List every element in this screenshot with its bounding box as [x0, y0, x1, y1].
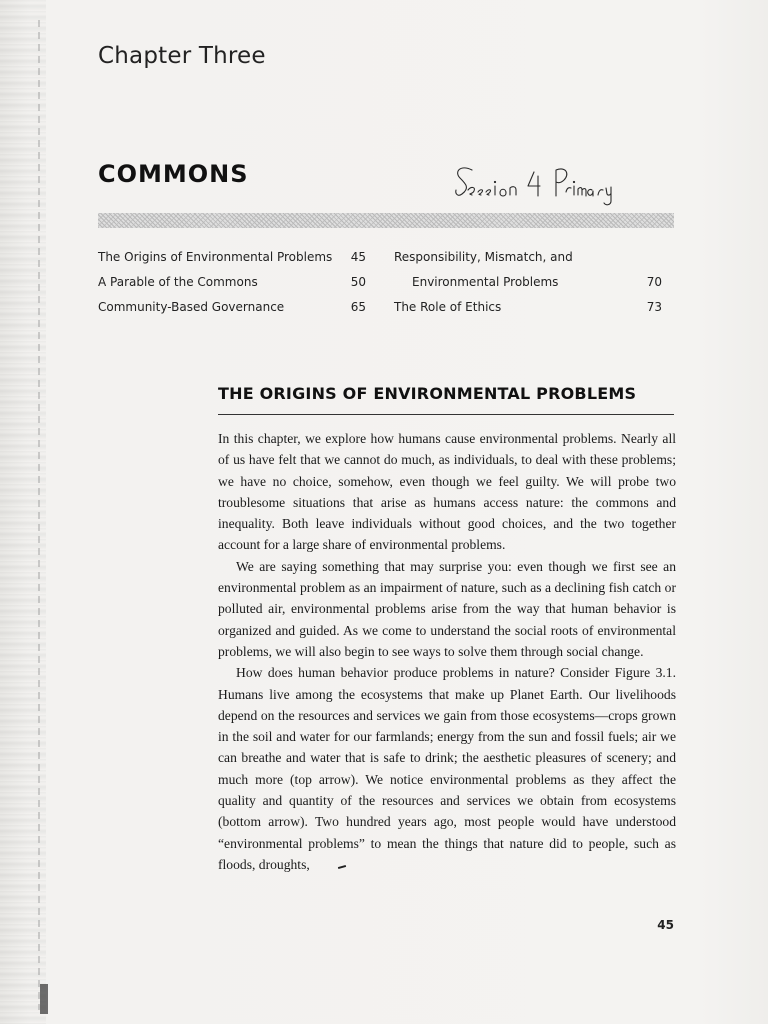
scan-binding-line: [38, 20, 40, 1010]
paragraph-1: In this chapter, we explore how humans cause environmental problems. Nearly all of us have felt that we cannot do much, as individuals, to deal with these problems; we have no choice, somehow, even though we feel guilty. We will probe two troublesome situations that arise as humans access nature: the commons and inequality. Both leave individuals without good choices, and the two together account for a large share of environmental problems.: [218, 431, 676, 553]
toc-page-ethics: 73: [646, 300, 662, 314]
toc-item-responsibility-cont[interactable]: Environmental Problems: [412, 275, 559, 289]
section-heading: THE ORIGINS OF ENVIRONMENTAL PROBLEMS: [218, 384, 637, 403]
scan-edge-mark: [40, 984, 48, 1014]
handwritten-note: [452, 152, 632, 212]
paragraph-2: We are saying something that may surprise you: even though we first see an environmental problem as an impairment of nature, such as a declining fish catch or polluted air, environmental problems arise from the way that human behavior is organized and guided. As we come to understand the social roots of environmental problems, we will also begin to see ways to solve them through social change.: [218, 558, 676, 659]
chapter-label: Chapter Three: [98, 43, 266, 69]
toc-page-governance: 65: [350, 300, 366, 314]
toc-item-responsibility[interactable]: Responsibility, Mismatch, and: [394, 250, 573, 264]
decorative-hatch-bar: [98, 213, 674, 228]
toc-page-origins: 45: [350, 250, 366, 264]
toc-page-responsibility: 70: [646, 275, 662, 289]
toc-item-origins[interactable]: The Origins of Environmental Problems: [98, 250, 333, 264]
toc-item-governance[interactable]: Community-Based Governance: [98, 300, 285, 314]
body-text: [218, 428, 676, 875]
toc-item-ethics[interactable]: The Role of Ethics: [394, 300, 502, 314]
toc-item-parable[interactable]: A Parable of the Commons: [98, 275, 258, 289]
section-rule: [218, 414, 674, 415]
chapter-title: COMMONS: [98, 160, 249, 188]
page-number: 45: [657, 918, 674, 932]
toc-page-parable: 50: [350, 275, 366, 289]
paragraph-3: How does human behavior produce problems in nature? Consider Figure 3.1. Humans live among the ecosystems that make up Planet Earth. Our livelihoods depend on the resources and services we gain from those ecosystems—crops grown in the soil and water for our farmlands; energy from the sun and fossil fuels; air we can breathe and water that is safe to drink; the aesthetic pleasures of scenery; and much more (top arrow). We notice environmental problems as they affect the quality and quantity of the resources and services we obtain from ecosystems (bottom arrow). Two hundred years ago, most people would have understood “environmental problems” to mean the things that nature did to people, such as floods, droughts,: [218, 665, 676, 872]
